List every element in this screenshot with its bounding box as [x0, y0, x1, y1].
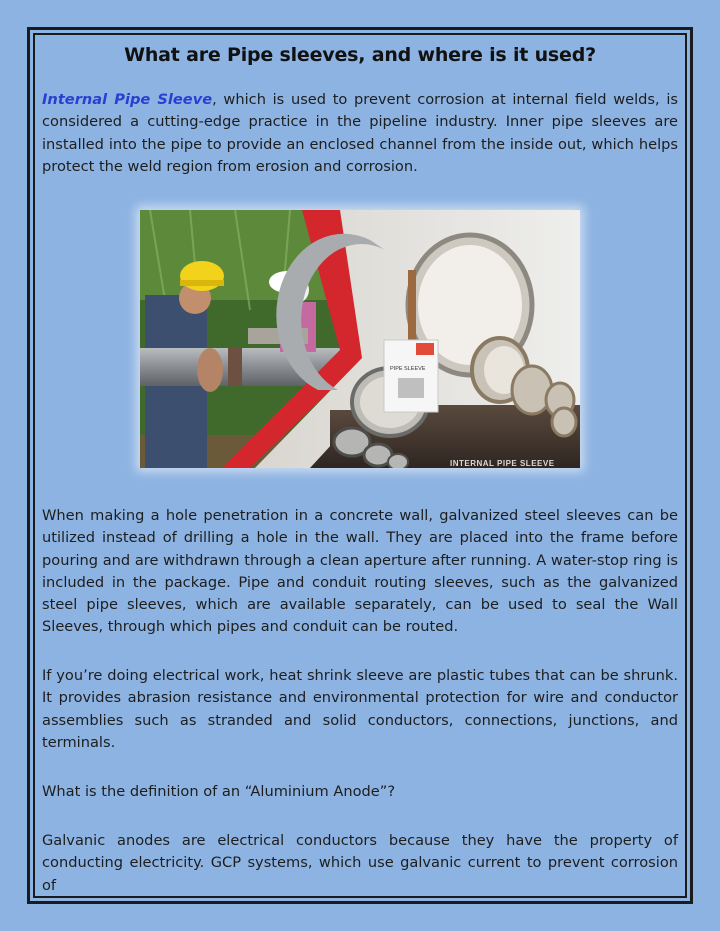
internal-pipe-sleeve-link[interactable]: Internal Pipe Sleeve [42, 91, 213, 108]
wall-sleeve-paragraph: When making a hole penetration in a concrete wall, galvanized steel sleeves can be utilized instead of drilling a hole in the wall. They are placed into the frame before pouring and are withdrawn through a clean aperture after running. A water-stop ring is included in the package. Pipe and conduit routing sleeves, such as the galvanized steel pipe sleeves, which are available separately, can be used to seal the Wall Sleeves, through which pipes and conduit can be routed. [42, 507, 678, 636]
box-label: PIPE SLEEVE [390, 366, 426, 372]
image-caption: INTERNAL PIPE SLEEVE [450, 459, 555, 468]
aluminium-anode-question: What is the definition of an “Aluminium Anode”? [42, 783, 396, 800]
pipe-sleeve-photo [140, 210, 580, 468]
galvanic-anode-paragraph: Galvanic anodes are electrical conductors because they have the property of conducting electricity. GCP systems, which use galvanic current to prevent corrosion of [42, 832, 678, 894]
heat-shrink-paragraph: If you’re doing electrical work, heat shrink sleeve are plastic tubes that can be shrunk. It provides abrasion resistance and environmental protection for wire and conductor assemblies such as stranded and solid conductors, connections, junctions, and terminals. [42, 667, 678, 751]
page-title: What are Pipe sleeves, and where is it used? [124, 44, 596, 66]
intro-text: , which is used to prevent corrosion at internal field welds, is considered a cutting-edge practice in the pipeline industry. Inner pipe sleeves are installed into the pipe to provide an enclosed channel from the inside out, which helps protect the weld region from erosion and corrosion. [42, 91, 678, 175]
intro-paragraph [42, 89, 678, 178]
